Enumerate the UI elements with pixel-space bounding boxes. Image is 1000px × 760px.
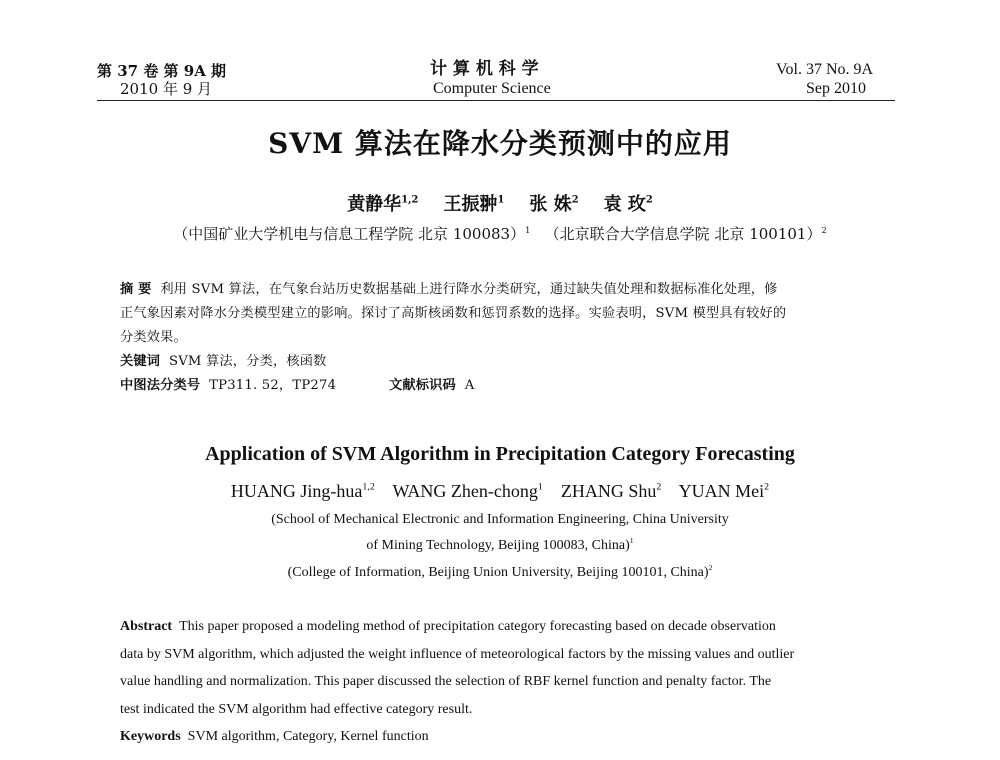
header-rule: [97, 100, 895, 101]
paper-title-cn: SVM 算法在降水分类预测中的应用: [268, 127, 732, 160]
author-en: YUAN Mei$^2$: [678, 481, 770, 501]
journal-name-en: Computer Science: [433, 80, 551, 97]
abstract-cn-line: 分类效果。: [120, 330, 187, 345]
affiliation-cn: （中国矿业大学机电与信息工程学院 北京 100083）$^1$: [173, 224, 531, 243]
affiliation-en-line1: (School of Mechanical Electronic and Information Engineering, China University: [271, 512, 729, 527]
doc-code-label: 文献标识码: [388, 378, 456, 393]
classification-line: [120, 374, 786, 398]
abstract-cn-label: 摘 要: [120, 282, 152, 297]
keywords-cn-label: 关键词: [120, 354, 161, 369]
abstract-cn-line: 摘 要 利用 SVM 算法，在气象台站历史数据基础上进行降水分类研究，通过缺失值处理和数据标准化处理，修: [120, 282, 778, 297]
abstract-cn-line: 正气象因素对降水分类模型建立的影响。探讨了高斯核函数和惩罚系数的选择。实验表明，SVM 模型具有较好的: [120, 306, 787, 321]
abstract-cn: [120, 278, 786, 398]
volume-issue-en: Vol. 37 No. 9A: [776, 61, 874, 78]
keywords-cn: 关键词 SVM 算法，分类，核函数: [120, 354, 327, 369]
affiliation-cn: （北京联合大学信息学院 北京 100101）$^2$: [544, 224, 827, 243]
affiliation-en-line2: of Mining Technology, Beijing 100083, China)$^1$: [366, 536, 634, 553]
authors-cn: [0, 190, 1000, 216]
author-cn: 张 姝$^2$: [529, 194, 579, 215]
author-en: WANG Zhen-chong$^1$: [392, 481, 543, 501]
paper-title-en: Application of SVM Algorithm in Precipitation Category Forecasting: [205, 443, 795, 465]
date-en: Sep 2010: [806, 80, 866, 97]
clc-value: TP311. 52，TP274: [209, 378, 337, 393]
abstract-en-line: Abstract This paper proposed a modeling method of precipitation category forecasting based on decade observation: [120, 619, 776, 634]
author-cn: 王振翀$^1$: [443, 194, 505, 215]
clc-label: 中图法分类号: [120, 378, 201, 393]
abstract-en-line: data by SVM algorithm, which adjusted the weight influence of meteorological factors by the missing values and outlier: [120, 646, 795, 662]
author-en: HUANG Jing-hua$^{1,2}$: [230, 481, 375, 501]
journal-name-cn: 计 算 机 科 学: [430, 59, 539, 79]
abstract-en-line: test indicated the SVM algorithm had effective category result.: [120, 701, 473, 717]
volume-issue-cn: 第 37 卷 第 9A 期: [97, 62, 227, 80]
date-cn: 2010 年 9 月: [120, 80, 213, 98]
abstract-en-label: Abstract: [120, 619, 173, 634]
keywords-en-label: Keywords: [120, 729, 181, 744]
keywords-en: Keywords SVM algorithm, Category, Kernel function: [120, 729, 429, 744]
author-cn: 黄静华$^{1,2}$: [347, 194, 419, 215]
abstract-en: [120, 613, 794, 751]
doc-code-value: A: [464, 378, 475, 393]
author-en: ZHANG Shu$^2$: [560, 481, 662, 501]
affiliation-en-line3: (College of Information, Beijing Union University, Beijing 100101, China)$^2$: [287, 563, 713, 580]
authors-en: [0, 481, 1000, 502]
author-cn: 袁 玫$^2$: [603, 194, 653, 215]
affiliations-cn: [0, 223, 1000, 244]
abstract-en-line: value handling and normalization. This paper discussed the selection of RBF kernel function and penalty factor. The: [120, 674, 772, 689]
